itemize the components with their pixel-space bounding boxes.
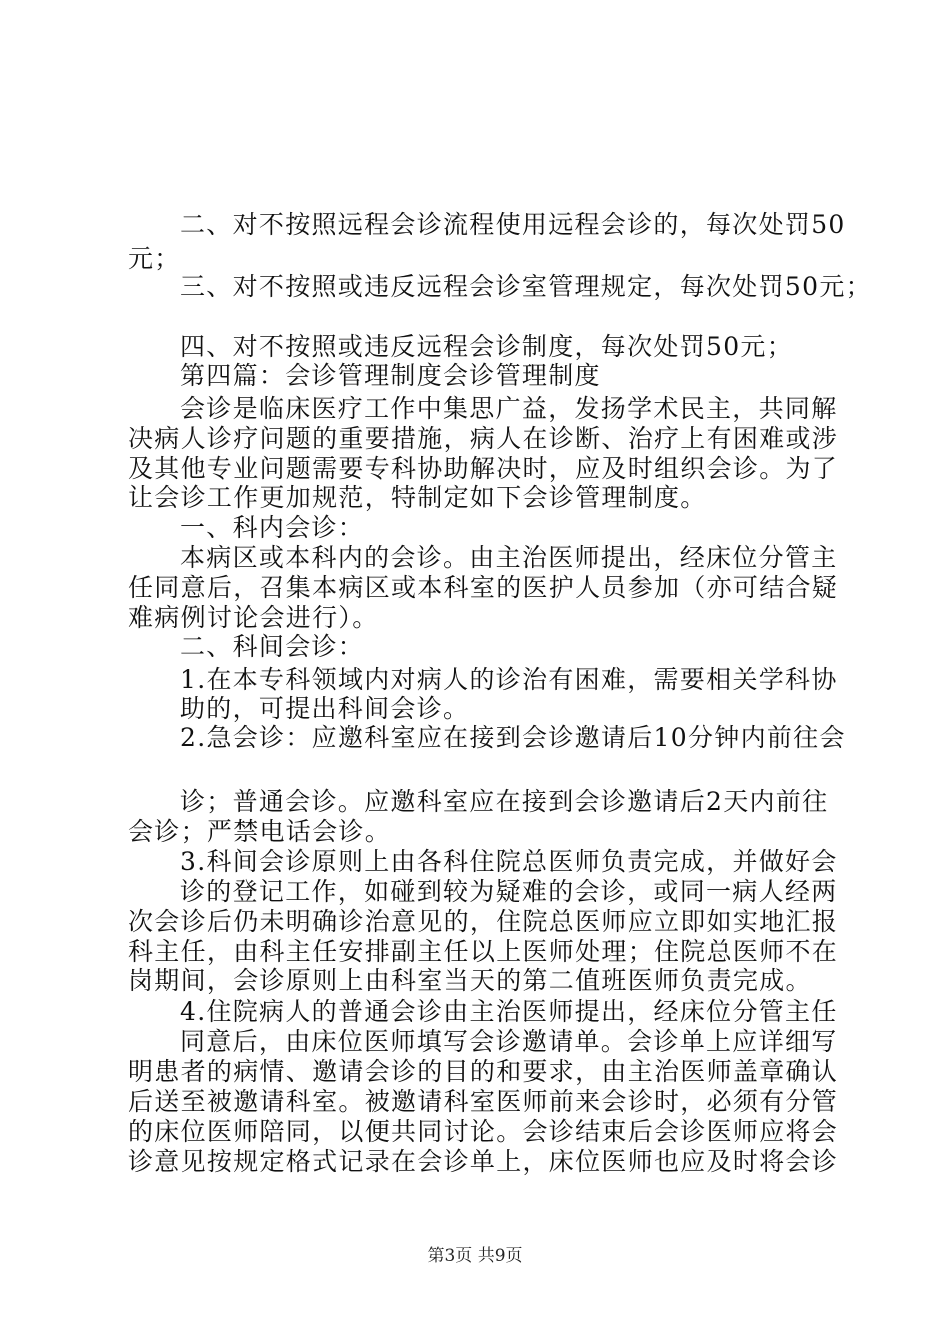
subsection-heading: 二、科间会诊： [180,632,365,661]
paragraph-line: 明患者的病情、邀请会诊的目的和要求，由主治医师盖章确认 [128,1057,839,1086]
paragraph-line: 会诊是临床医疗工作中集思广益，发扬学术民主，共同解 [180,394,838,423]
paragraph-line: 四、对不按照或违反远程会诊制度，每次处罚50元； [180,332,794,361]
paragraph-line: 诊的登记工作，如碰到较为疑难的会诊，或同一病人经两 [180,877,838,906]
subsection-heading: 一、科内会诊： [180,513,365,542]
paragraph-line: 的床位医师陪同，以便共同讨论。会诊结束后会诊医师应将会 [128,1117,839,1146]
paragraph-line: 三、对不按照或违反远程会诊室管理规定，每次处罚50元； [180,272,872,301]
section-heading: 第四篇：会诊管理制度会诊管理制度 [180,361,601,390]
paragraph-line: 本病区或本科内的会诊。由主治医师提出，经床位分管主 [180,543,838,572]
paragraph-line: 同意后，由床位医师填写会诊邀请单。会诊单上应详细写 [180,1027,838,1056]
paragraph-line: 次会诊后仍未明确诊治意见的，住院总医师应立即如实地汇报 [128,907,839,936]
paragraph-line: 让会诊工作更加规范，特制定如下会诊管理制度。 [128,483,707,512]
paragraph-line: 后送至被邀请科室。被邀请科室医师前来会诊时，必须有分管 [128,1087,839,1116]
paragraph-line: 科主任，由科主任安排副主任以上医师处理；住院总医师不在 [128,937,839,966]
paragraph-line: 会诊；严禁电话会诊。 [128,817,392,846]
paragraph-line: 及其他专业问题需要专科协助解决时，应及时组织会诊。为了 [128,454,839,483]
paragraph-line: 难病例讨论会进行）。 [128,603,379,632]
page-number-footer: 第3页 共9页 [427,1246,523,1266]
paragraph-line: 元； [128,244,181,273]
paragraph-line: 决病人诊疗问题的重要措施，病人在诊断、治疗上有困难或涉 [128,424,839,453]
paragraph-line: 3.科间会诊原则上由各科住院总医师负责完成，并做好会 [180,847,838,876]
paragraph-line: 诊意见按规定格式记录在会诊单上，床位医师也应及时将会诊 [128,1147,839,1176]
paragraph-line: 1.在本专科领域内对病人的诊治有困难，需要相关学科协 [180,665,838,694]
paragraph-line: 诊；普通会诊。应邀科室应在接到会诊邀请后2天内前往 [180,787,829,816]
paragraph-line: 岗期间，会诊原则上由科室当天的第二值班医师负责完成。 [128,966,812,995]
paragraph-line: 4.住院病人的普通会诊由主治医师提出，经床位分管主任 [180,997,838,1026]
paragraph-line: 2.急会诊：应邀科室应在接到会诊邀请后10分钟内前往会 [180,723,846,752]
paragraph-line: 任同意后，召集本病区或本科室的医护人员参加（亦可结合疑 [128,573,839,602]
paragraph-line: 助的，可提出科间会诊。 [180,694,470,723]
paragraph-line: 二、对不按照远程会诊流程使用远程会诊的，每次处罚50 [180,210,846,239]
